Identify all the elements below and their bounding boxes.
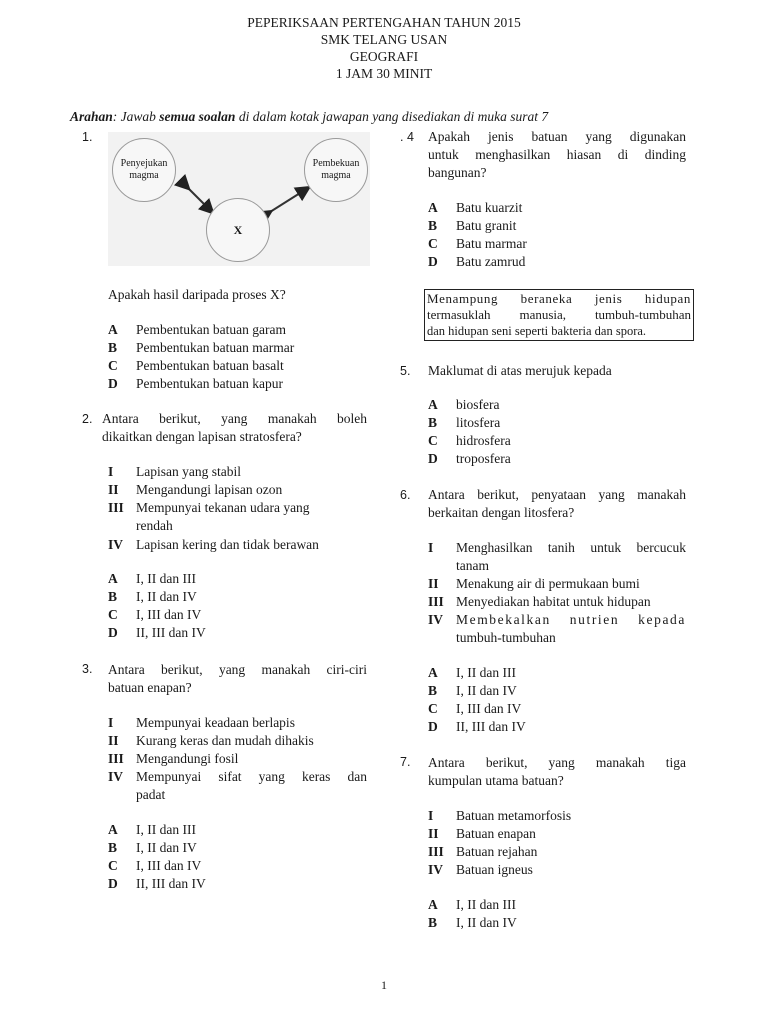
pembekuan-magma-circle [304, 138, 368, 202]
q4-option-b: B Batu granit [428, 218, 517, 233]
page-number: 1 [381, 978, 387, 992]
q5-option-d: D troposfera [428, 451, 511, 466]
exam-title: PEPERIKSAAN PERTENGAHAN TAHUN 2015 [247, 15, 521, 30]
q4-text [428, 128, 686, 182]
q3-option-c: C I, III dan IV [108, 858, 202, 873]
q7-line2: kumpulan utama batuan? [428, 773, 564, 788]
instruction-line [70, 108, 710, 126]
info-line3: dan hidupan seni seperti bakteria dan spora. [427, 324, 647, 338]
q5-option-a: A biosfera [428, 397, 500, 412]
left-circle-line1: Penyejukan [120, 158, 168, 169]
q7-option-b: B I, II dan IV [428, 915, 517, 930]
rock-cycle-diagram [108, 132, 370, 266]
q4-option-d: D Batu zamrud [428, 254, 526, 269]
q5-option-b: B litosfera [428, 415, 501, 430]
instruction-bold: semua soalan [159, 109, 236, 124]
q6-option-a: A I, II dan III [428, 665, 516, 680]
q5-option-c: C hidrosfera [428, 433, 511, 448]
q6-line1: Antara berikut, penyataan yang manakah [428, 487, 686, 502]
subject-name: GEOGRAFI [349, 49, 419, 64]
arrow-right [270, 188, 308, 212]
q2-number: 2. [82, 412, 93, 426]
q3-text [108, 661, 367, 697]
q1-number: 1. [82, 130, 93, 144]
q6-option-b: B I, II dan IV [428, 683, 517, 698]
x-circle [206, 198, 270, 262]
q5-number: 5. [400, 364, 411, 378]
center-circle-label: X [233, 223, 243, 237]
instruction-label: Arahan [70, 109, 113, 124]
arrow-left [188, 188, 212, 212]
q2-line1: Antara berikut, yang manakah boleh [102, 411, 367, 426]
school-name: SMK TELANG USAN [320, 32, 448, 47]
info-box [424, 289, 694, 341]
q1-option-c: C Pembentukan batuan basalt [108, 358, 284, 373]
info-line1: Menampung beraneka jenis hidupan [427, 291, 691, 306]
instruction-part1: : Jawab [112, 109, 160, 124]
q3-line2: batuan enapan? [108, 680, 192, 695]
left-circle-line2: magma [129, 170, 159, 181]
q2-line2: dikaitkan dengan lapisan stratosfera? [102, 429, 302, 444]
q7-number: 7. [400, 755, 411, 769]
instruction-part2: di dalam kotak jawapan yang disediakan di muka surat 7 [235, 109, 549, 124]
q1-text: Apakah hasil daripada proses X? [108, 287, 286, 302]
q2-option-a: A I, II dan III [108, 571, 196, 586]
exam-duration: 1 JAM 30 MINIT [335, 66, 433, 81]
q6-option-d: D II, III dan IV [428, 719, 526, 734]
q4-option-c: C Batu marmar [428, 236, 527, 251]
info-line2: termasuklah manusia, tumbuh-tumbuhan [427, 307, 691, 322]
q4-line2: untuk menghasilkan hiasan di dinding [428, 147, 686, 162]
q7-text [428, 754, 686, 790]
q3-option-a: A I, II dan III [108, 822, 196, 837]
q3-option-d: D II, III dan IV [108, 876, 206, 891]
right-circle-line2: magma [321, 170, 351, 181]
q4-line1: Apakah jenis batuan yang digunakan [428, 129, 686, 144]
q3-option-b: B I, II dan IV [108, 840, 197, 855]
q6-number: 6. [400, 488, 411, 502]
q1-option-b: B Pembentukan batuan marmar [108, 340, 295, 355]
q6-text [428, 486, 686, 522]
q3-number: 3. [82, 662, 93, 676]
q2-option-c: C I, III dan IV [108, 607, 202, 622]
q1-option-d: D Pembentukan batuan kapur [108, 376, 283, 391]
q7-option-a: A I, II dan III [428, 897, 516, 912]
q5-text: Maklumat di atas merujuk kepada [428, 363, 612, 378]
q2-option-b: B I, II dan IV [108, 589, 197, 604]
q2-option-d: D II, III dan IV [108, 625, 206, 640]
penyejukan-magma-circle [112, 138, 176, 202]
q6-option-c: C I, III dan IV [428, 701, 522, 716]
q4-number: . 4 [400, 130, 414, 144]
exam-header [0, 14, 768, 82]
q1-option-a: A Pembentukan batuan garam [108, 322, 286, 337]
q4-line3: bangunan? [428, 165, 487, 180]
q2-text [102, 410, 367, 446]
right-circle-line1: Pembekuan [312, 158, 360, 169]
q3-line1: Antara berikut, yang manakah ciri-ciri [108, 662, 367, 677]
q7-line1: Antara berikut, yang manakah tiga [428, 755, 686, 770]
q6-line2: berkaitan dengan litosfera? [428, 505, 575, 520]
q4-option-a: A Batu kuarzit [428, 200, 523, 215]
